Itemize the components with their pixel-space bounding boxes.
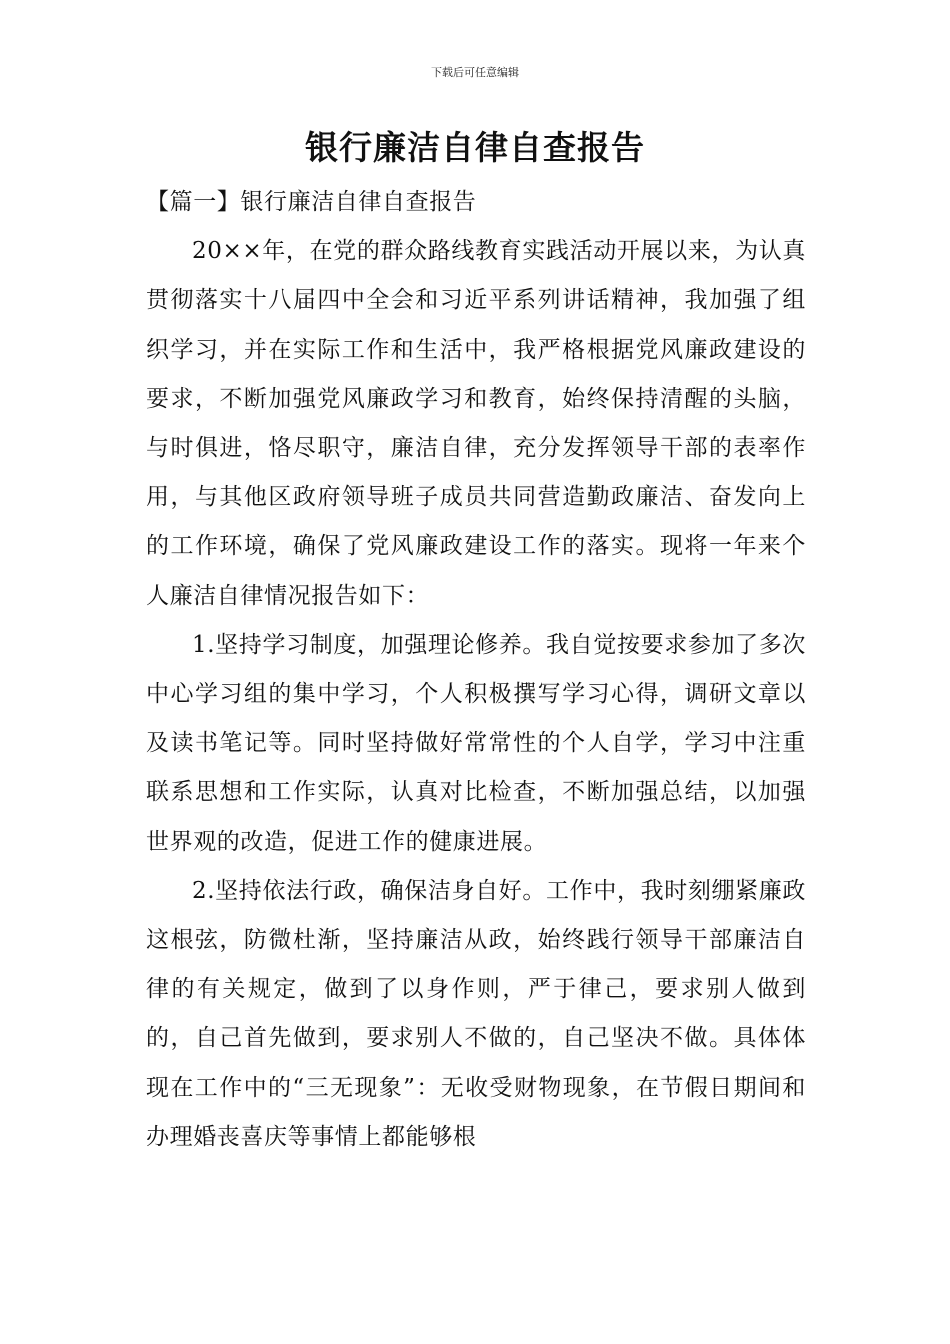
paragraph-point-1: 1.坚持学习制度，加强理论修养。我自觉按要求参加了多次中心学习组的集中学习，个人积极撰写学习心得，调研文章以及读书笔记等。同时坚持做好常常性的个人自学，学习中注重联系思想和工作实际，认真对比检查，不断加强总结，以加强世界观的改造，促进工作的健康进展。: [146, 631, 806, 855]
paragraph-intro: 20××年，在党的群众路线教育实践活动开展以来，为认真贯彻落实十八届四中全会和习近平系列讲话精神，我加强了组织学习，并在实际工作和生活中，我严格根据党风廉政建设的要求，不断加强党风廉政学习和教育，始终保持清醒的头脑，与时俱进，恪尽职守，廉洁自律，充分发挥领导干部的表率作用，与其他区政府领导班子成员共同营造勤政廉洁、奋发向上的工作环境，确保了党风廉政建设工作的落实。现将一年来个人廉洁自律情况报告如下：: [146, 238, 806, 609]
paragraph-point-2: 2.坚持依法行政，确保洁身自好。工作中，我时刻绷紧廉政这根弦，防微杜渐，坚持廉洁从政，始终践行领导干部廉洁自律的有关规定，做到了以身作则，严于律己，要求别人做到的，自己首先做到，要求别人不做的，自己坚决不做。具体体现在工作中的“三无现象”：无收受财物现象，在节假日期间和办理婚丧喜庆等事情上都能够根: [146, 877, 806, 1150]
header-note: 下载后可任意编辑: [431, 66, 519, 79]
document-body: [146, 178, 806, 1162]
document-title: 银行廉洁自律自查报告: [305, 128, 645, 167]
section-heading: 【篇一】银行廉洁自律自查报告: [146, 189, 477, 215]
